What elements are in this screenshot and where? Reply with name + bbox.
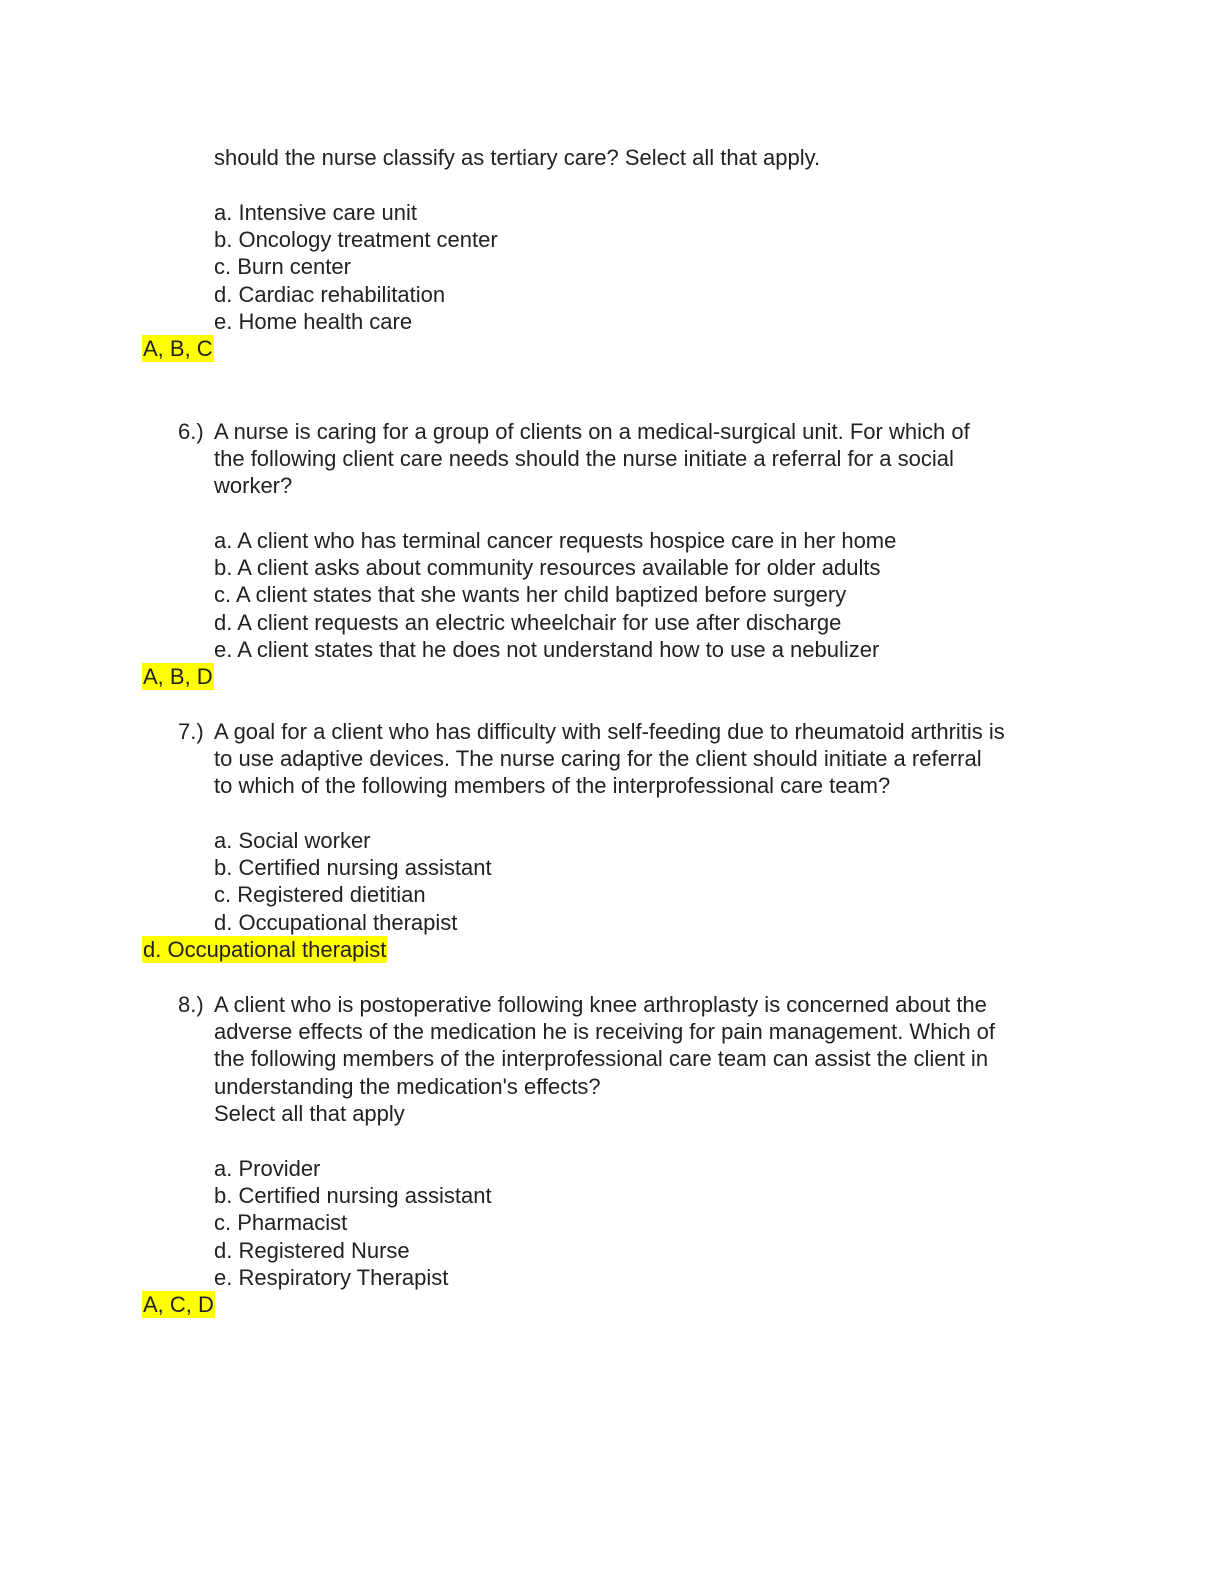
q5-option-e: e. Home health care	[214, 309, 413, 334]
q5-stem-line-1: should the nurse classify as tertiary care? Select all that apply.	[214, 145, 821, 170]
q6-option-e: e. A client states that he does not understand how to use a nebulizer	[214, 637, 880, 662]
q8-option-e: e. Respiratory Therapist	[214, 1265, 449, 1290]
q7-option-a: a. Social worker	[214, 828, 371, 853]
q7-stem-line-3: to which of the following members of the interprofessional care team?	[214, 773, 891, 798]
q7-number: 7.)	[178, 719, 204, 744]
q7-stem-line-1: A goal for a client who has difficulty with self-feeding due to rheumatoid arthritis is	[214, 719, 1005, 744]
q8-option-c: c. Pharmacist	[214, 1210, 348, 1235]
q5-option-b: b. Oncology treatment center	[214, 227, 498, 252]
q8-stem-line-5: Select all that apply	[214, 1101, 405, 1126]
q8-number: 8.)	[178, 992, 204, 1017]
q7-stem-line-2: to use adaptive devices. The nurse caring for the client should initiate a referral	[214, 746, 982, 771]
q7-option-b: b. Certified nursing assistant	[214, 855, 492, 880]
q6-stem-line-3: worker?	[214, 473, 293, 498]
q5-option-d: d. Cardiac rehabilitation	[214, 282, 446, 307]
q6-number: 6.)	[178, 419, 204, 444]
q6-stem-line-1: A nurse is caring for a group of clients on a medical-surgical unit. For which of	[214, 419, 970, 444]
q7-option-c: c. Registered dietitian	[214, 882, 426, 907]
q8-stem-line-4: understanding the medication's effects?	[214, 1074, 601, 1099]
q6-option-d: d. A client requests an electric wheelchair for use after discharge	[214, 610, 842, 635]
q8-option-d: d. Registered Nurse	[214, 1238, 410, 1263]
q6-option-b: b. A client asks about community resources available for older adults	[214, 555, 881, 580]
q6-option-a: a. A client who has terminal cancer requests hospice care in her home	[214, 528, 897, 553]
q7-answer-highlight: d. Occupational therapist	[143, 937, 387, 962]
q8-stem-line-2: adverse effects of the medication he is receiving for pain management. Which of	[214, 1019, 996, 1044]
q6-stem-line-2: the following client care needs should the nurse initiate a referral for a social	[214, 446, 954, 471]
q8-stem-line-1: A client who is postoperative following knee arthroplasty is concerned about the	[214, 992, 987, 1017]
q6-answer-highlight: A, B, D	[143, 664, 213, 689]
q8-option-a: a. Provider	[214, 1156, 321, 1181]
q6-option-c: c. A client states that she wants her child baptized before surgery	[214, 582, 847, 607]
q5-option-a: a. Intensive care unit	[214, 200, 418, 225]
q8-option-b: b. Certified nursing assistant	[214, 1183, 492, 1208]
q5-option-c: c. Burn center	[214, 254, 351, 279]
q7-option-d: d. Occupational therapist	[214, 910, 458, 935]
q8-answer-highlight: A, C, D	[143, 1292, 214, 1317]
q5-answer-highlight: A, B, C	[143, 336, 213, 361]
q8-stem-line-3: the following members of the interprofessional care team can assist the client in	[214, 1046, 989, 1071]
